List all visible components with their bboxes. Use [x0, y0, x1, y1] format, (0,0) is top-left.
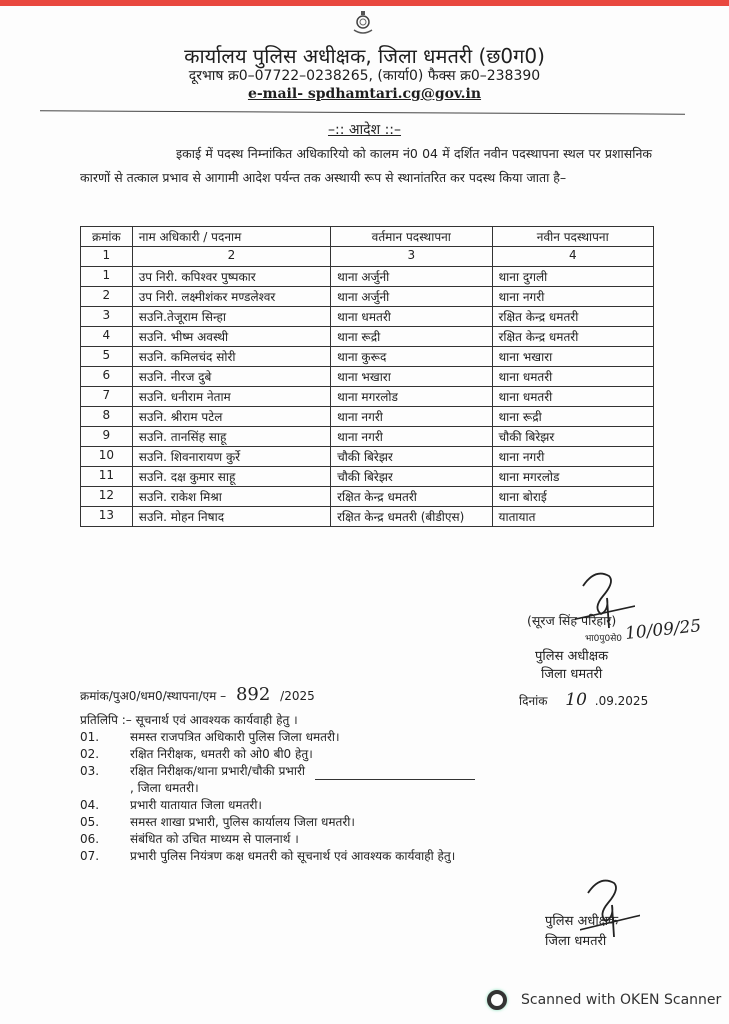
- cell-sno: 10: [81, 447, 133, 467]
- cell-sno: 4: [81, 327, 133, 347]
- cell-current-posting: थाना नगरी: [331, 407, 492, 427]
- cell-name: सउनि. भीष्म अवस्थी: [132, 327, 330, 347]
- cell-new-posting: थाना मगरलोड: [492, 467, 653, 487]
- cell-sno: 7: [81, 387, 133, 407]
- order-intro-text: इकाई में पदस्थ निम्नांकित अधिकारियो को कालम नं0 04 में दर्शित नवीन पदस्थापना स्थल पर प्रशासनिक कारणों से तत्काल प्रभाव से आगामी आदेश पर्यन्त तक अस्थायी रूप से स्थानांतरित कर पदस्थ किया जाता है–: [80, 146, 652, 185]
- table-row: [81, 447, 654, 467]
- copy-to-item: [80, 814, 600, 831]
- cell-current-posting: थाना अर्जुनी: [331, 287, 492, 307]
- cell-name: सउनि. नीरज दुबे: [132, 367, 330, 387]
- cell-current-posting: थाना कुरूद: [331, 347, 492, 367]
- copy-to-item-continuation: , जिला धमतरी।: [130, 781, 199, 795]
- cell-name: सउनि. धनीराम नेताम: [132, 387, 330, 407]
- signatory-district: जिला धमतरी: [541, 667, 603, 682]
- cell-new-posting: थाना नगरी: [492, 287, 653, 307]
- cell-sno: 1: [81, 267, 133, 287]
- cell-current-posting: थाना भखारा: [331, 367, 492, 387]
- signatory-block-2: [545, 912, 618, 952]
- copy-to-list: [80, 712, 600, 865]
- cell-new-posting: थाना बोराई: [492, 487, 653, 507]
- colnum-1: 1: [81, 247, 133, 267]
- cell-sno: 11: [81, 467, 133, 487]
- cell-name: सउनि. दक्ष कुमार साहू: [132, 467, 330, 487]
- copy-to-item: [80, 746, 600, 763]
- cell-sno: 8: [81, 407, 133, 427]
- table-header-row: [81, 227, 654, 247]
- copy-to-item-number: 07.: [80, 849, 100, 863]
- scanner-label: Scanned with OKEN Scanner: [521, 992, 722, 1008]
- cell-sno: 12: [81, 487, 133, 507]
- top-color-bar: [0, 0, 729, 6]
- cell-name: सउनि. राकेश मिश्रा: [132, 487, 330, 507]
- cell-new-posting: रक्षित केन्द्र धमतरी: [492, 307, 653, 327]
- copy-to-item-text: संबंधित को उचित माध्यम से पालनार्थ ।: [130, 832, 299, 846]
- signatory-rank: भा0पु0से0: [585, 634, 623, 644]
- colnum-4: 4: [492, 247, 653, 267]
- header-name: नाम अधिकारी / पदनाम: [132, 227, 330, 247]
- date-handwritten-day: 10: [565, 690, 587, 710]
- reference-prefix: क्रमांक/पुअ0/धम0/स्थापना/एम: [80, 689, 217, 703]
- table-row: [81, 347, 654, 367]
- copy-to-item-text: समस्त शाखा प्रभारी, पुलिस कार्यालय जिला धमतरी।: [130, 815, 355, 829]
- copy-to-item-text: प्रभारी पुलिस नियंत्रण कक्ष धमतरी को सूचनार्थ एवं आवश्यक कार्यवाही हेतु।: [130, 849, 456, 863]
- cell-sno: 6: [81, 367, 133, 387]
- date-label: दिनांक: [519, 694, 548, 708]
- reference-year: /2025: [280, 689, 315, 703]
- cell-current-posting: थाना रूद्री: [331, 327, 492, 347]
- table-row: [81, 427, 654, 447]
- copy-to-item: [80, 729, 600, 746]
- reference-handwritten-number: 892: [235, 684, 271, 705]
- reference-number: क्रमांक/पुअ0/धम0/स्थापना/एम – 892 /2025: [80, 684, 315, 705]
- header-new: नवीन पदस्थापना: [492, 227, 653, 247]
- cell-sno: 5: [81, 347, 133, 367]
- order-date: [519, 690, 648, 710]
- cell-name: सउनि. कमिलचंद सोरी: [132, 347, 330, 367]
- colnum-2: 2: [132, 247, 330, 267]
- column-number-row: [81, 247, 654, 267]
- copy-to-item-text: समस्त राजपत्रित अधिकारी पुलिस जिला धमतरी।: [130, 730, 340, 744]
- scanner-watermark: [487, 990, 721, 1010]
- copy-to-item-text: प्रभारी यातायात जिला धमतरी।: [130, 798, 262, 812]
- cell-name: सउनि. मोहन निषाद: [132, 507, 330, 527]
- cell-current-posting: चौकी बिरेझर: [331, 447, 492, 467]
- table-row: [81, 287, 654, 307]
- cell-name: उप निरी. लक्ष्मीशंकर मण्डलेश्वर: [132, 287, 330, 307]
- signatory2-district: जिला धमतरी: [545, 934, 607, 949]
- cell-name: सउनि. शिवनारायण कुर्रे: [132, 447, 330, 467]
- table-row: [81, 387, 654, 407]
- transfer-table: [80, 226, 654, 527]
- cell-sno: 3: [81, 307, 133, 327]
- cell-sno: 13: [81, 507, 133, 527]
- order-title: –:: आदेश ::–: [327, 122, 402, 138]
- cell-new-posting: थाना दुगली: [492, 267, 653, 287]
- copy-to-item: [80, 831, 600, 848]
- signatory2-post: पुलिस अधीक्षक: [545, 914, 619, 929]
- copy-to-item-text: रक्षित निरीक्षक, धमतरी को ओ0 बी0 हेतु।: [130, 747, 313, 761]
- cell-sno: 2: [81, 287, 133, 307]
- signatory-block: [527, 612, 622, 684]
- office-email: e-mail- spdhamtari.cg@gov.in: [247, 86, 482, 102]
- cell-new-posting: थाना भखारा: [492, 347, 653, 367]
- cell-current-posting: थाना मगरलोड: [331, 387, 492, 407]
- cell-new-posting: थाना नगरी: [492, 447, 653, 467]
- cell-new-posting: थाना धमतरी: [492, 367, 653, 387]
- cell-sno: 9: [81, 427, 133, 447]
- cell-current-posting: थाना नगरी: [331, 427, 492, 447]
- copy-to-item-text: रक्षित निरीक्षक/थाना प्रभारी/चौकी प्रभारी: [130, 764, 305, 778]
- police-emblem-icon: [348, 10, 378, 36]
- table-row: [81, 407, 654, 427]
- cell-current-posting: थाना अर्जुनी: [331, 267, 492, 287]
- cell-new-posting: यातायात: [492, 507, 653, 527]
- handwritten-date: 10/09/25: [624, 616, 703, 644]
- copy-to-item-number: 05.: [80, 815, 100, 829]
- office-phone: दूरभाष क्र0–07722–0238265, (कार्या0) फैक्स क्र0–238390: [188, 68, 541, 84]
- table-row: [81, 467, 654, 487]
- table-row: [81, 367, 654, 387]
- signatory-name: (सूरज सिंह परिहार): [527, 613, 617, 628]
- cell-name: सउनि. श्रीराम पटेल: [132, 407, 330, 427]
- cell-new-posting: चौकी बिरेझर: [492, 427, 653, 447]
- copy-to-item-number: 06.: [80, 832, 100, 846]
- cell-current-posting: रक्षित केन्द्र धमतरी (बीडीएस): [331, 507, 492, 527]
- header-sno: क्रमांक: [81, 227, 133, 247]
- copy-to-item: [80, 848, 600, 865]
- copy-to-item-number: 04.: [80, 798, 100, 812]
- header-current: वर्तमान पदस्थापना: [331, 227, 492, 247]
- cell-current-posting: थाना धमतरी: [331, 307, 492, 327]
- copy-to-item: [80, 763, 600, 780]
- signatory-post: पुलिस अधीक्षक: [535, 649, 609, 664]
- cell-current-posting: रक्षित केन्द्र धमतरी: [331, 487, 492, 507]
- cell-new-posting: थाना धमतरी: [492, 387, 653, 407]
- copy-to-item-number: 02.: [80, 747, 100, 761]
- table-row: [81, 307, 654, 327]
- cell-name: सउनि. तानसिंह साहू: [132, 427, 330, 447]
- oken-scanner-logo-icon: [487, 990, 507, 1010]
- order-intro: [80, 142, 652, 190]
- copy-to-item: [80, 797, 600, 814]
- header-divider: [40, 110, 685, 114]
- table-row: [81, 327, 654, 347]
- colnum-3: 3: [331, 247, 492, 267]
- cell-new-posting: थाना रूद्री: [492, 407, 653, 427]
- copy-to-intro: प्रतिलिपि :– सूचनार्थ एवं आवश्यक कार्यवाही हेतु ।: [80, 713, 298, 727]
- cell-name: उप निरी. कपिश्वर पुष्पकार: [132, 267, 330, 287]
- date-rest: .09.2025: [594, 694, 649, 708]
- table-row: [81, 507, 654, 527]
- blank-fill-line: [315, 763, 475, 780]
- table-row: [81, 487, 654, 507]
- copy-to-item-number: 03.: [80, 764, 100, 778]
- office-title: कार्यालय पुलिस अधीक्षक, जिला धमतरी (छ0ग0): [184, 44, 545, 68]
- cell-current-posting: चौकी बिरेझर: [331, 467, 492, 487]
- cell-new-posting: रक्षित केन्द्र धमतरी: [492, 327, 653, 347]
- table-row: [81, 267, 654, 287]
- cell-name: सउनि.तेजूराम सिन्हा: [132, 307, 330, 327]
- copy-to-item-number: 01.: [80, 730, 100, 744]
